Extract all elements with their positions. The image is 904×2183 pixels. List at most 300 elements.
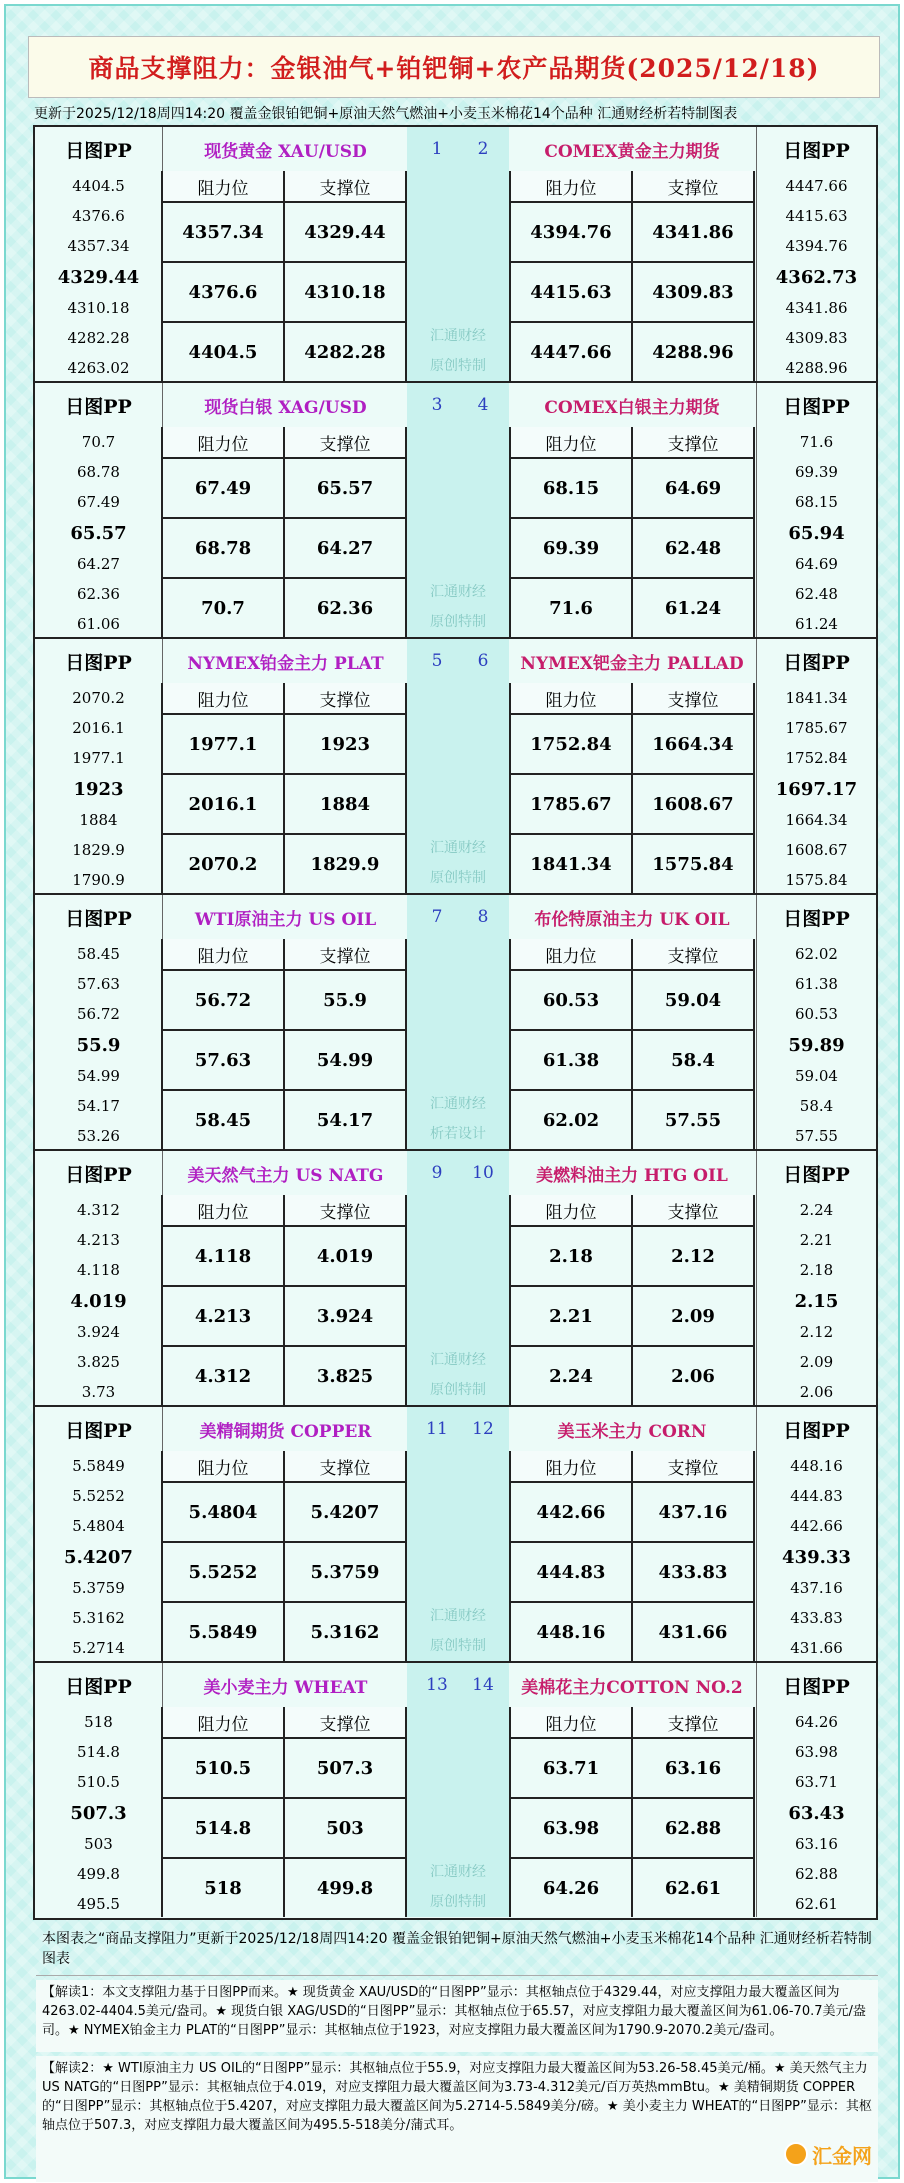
table-row [511, 773, 753, 833]
table-header-row [163, 171, 405, 201]
logo-icon [784, 2142, 808, 2166]
pp-column-left [35, 1407, 163, 1661]
support-value: 433.83 [631, 1543, 753, 1601]
table-row [163, 1345, 405, 1405]
table-row [511, 1481, 753, 1541]
commodity-section [35, 1151, 876, 1407]
table-row [511, 969, 753, 1029]
pp-value: 1575.84 [785, 871, 848, 889]
pp-value: 62.61 [795, 1895, 838, 1913]
resistance-header: 阻力位 [163, 1195, 283, 1225]
instrument-number-left: 11 [426, 1419, 448, 1439]
pp-value: 62.48 [795, 585, 838, 603]
pp-value: 1829.9 [72, 841, 125, 859]
table-row [163, 969, 405, 1029]
instrument-number-right: 2 [477, 139, 489, 159]
table-row [511, 517, 753, 577]
interpretation-1: 【解读1：本文支撑阻力基于日图PP而来。★ 现货黄金 XAU/USD的“日图PP”显示：其枢轴点位于4329.44，对应支撑阻力最大覆盖区间为4263.02-4404.5美元/盎司。★ 现货白银 XAG/USD的“日图PP”显示：其枢轴点位于65.57，对应支撑阻力最大覆盖区间为61.06-70.7美元/盎司。★ NYMEX铂金主力 PLAT的“日图PP”显示：其枢轴点位于1923，对应支撑阻力最大覆盖区间为1790.9-2070.2美元/盎司。 [36, 1980, 878, 2052]
watermark-line-2: 原创特制 [430, 870, 486, 886]
pp-value: 518 [84, 1713, 113, 1731]
pivot-value: 1923 [73, 778, 124, 800]
resistance-value: 2.24 [511, 1347, 631, 1405]
pivot-value: 4.019 [70, 1290, 127, 1312]
resistance-value: 4415.63 [511, 263, 631, 321]
table-header-row [511, 939, 753, 969]
pp-value: 61.24 [795, 615, 838, 633]
support-header: 支撑位 [283, 683, 405, 713]
resistance-value: 510.5 [163, 1739, 283, 1797]
pp-value: 4394.76 [785, 237, 848, 255]
watermark-line-2: 原创特制 [430, 1894, 486, 1910]
table-row [163, 457, 405, 517]
resistance-value: 67.49 [163, 459, 283, 517]
support-header: 支撑位 [283, 427, 405, 457]
levels-table-right [509, 1707, 755, 1917]
pp-value: 63.71 [795, 1773, 838, 1791]
pp-value: 437.16 [790, 1579, 843, 1597]
page-title: 商品支撑阻力：金银油气+铂钯铜+农产品期货(2025/12/18) [88, 54, 820, 83]
resistance-value: 56.72 [163, 971, 283, 1029]
pp-value: 63.16 [795, 1835, 838, 1853]
resistance-value: 4376.6 [163, 263, 283, 321]
pivot-value: 439.33 [782, 1546, 851, 1568]
instrument-number-right: 8 [477, 907, 489, 927]
table-row [163, 1797, 405, 1857]
support-value: 5.4207 [283, 1483, 405, 1541]
levels-table-left [161, 1451, 407, 1661]
table-row [511, 321, 753, 381]
instrument-name-left: WTI原油主力 US OIL [194, 909, 377, 930]
resistance-value: 4394.76 [511, 203, 631, 261]
pp-value: 63.98 [795, 1743, 838, 1761]
support-value: 64.27 [283, 519, 405, 577]
pp-header: 日图PP [783, 395, 850, 418]
support-value: 5.3759 [283, 1543, 405, 1601]
support-value: 62.36 [283, 579, 405, 637]
support-value: 58.4 [631, 1031, 753, 1089]
pivot-value: 63.43 [788, 1802, 845, 1824]
pp-value: 431.66 [790, 1639, 843, 1657]
pp-column-right [756, 895, 876, 1149]
commodity-section [35, 383, 876, 639]
pp-value: 4282.28 [67, 329, 130, 347]
levels-table-right [509, 1195, 755, 1405]
resistance-value: 2.18 [511, 1227, 631, 1285]
pp-value: 2.18 [799, 1261, 834, 1279]
instrument-name-right: 美玉米主力 CORN [557, 1421, 707, 1442]
support-value: 1884 [283, 775, 405, 833]
resistance-header: 阻力位 [511, 1195, 631, 1225]
pp-value: 510.5 [77, 1773, 120, 1791]
levels-table-right [509, 1451, 755, 1661]
instrument-number-left: 5 [431, 651, 443, 671]
resistance-header: 阻力位 [163, 683, 283, 713]
watermark-line-1: 汇通财经 [430, 328, 486, 344]
table-row [511, 1857, 753, 1917]
table-row [511, 713, 753, 773]
instrument-number-right: 12 [472, 1419, 494, 1439]
resistance-header: 阻力位 [511, 683, 631, 713]
resistance-value: 444.83 [511, 1543, 631, 1601]
pp-value: 61.06 [77, 615, 120, 633]
pp-value: 58.45 [77, 945, 120, 963]
table-row [511, 261, 753, 321]
support-value: 499.8 [283, 1859, 405, 1917]
table-header-row [511, 171, 753, 201]
table-header-row [163, 1707, 405, 1737]
levels-table-left [161, 683, 407, 893]
resistance-value: 4.312 [163, 1347, 283, 1405]
resistance-value: 68.78 [163, 519, 283, 577]
resistance-header: 阻力位 [163, 171, 283, 201]
pp-value: 5.4804 [72, 1517, 125, 1535]
pp-column-right [756, 127, 876, 381]
pp-value: 62.88 [795, 1865, 838, 1883]
pp-value: 67.49 [77, 493, 120, 511]
resistance-header: 阻力位 [163, 939, 283, 969]
support-header: 支撑位 [631, 939, 753, 969]
pp-value: 514.8 [77, 1743, 120, 1761]
pp-column-right [756, 383, 876, 637]
pp-column-left [35, 383, 163, 637]
resistance-value: 5.4804 [163, 1483, 283, 1541]
pp-value: 3.73 [81, 1383, 116, 1401]
support-value: 62.88 [631, 1799, 753, 1857]
pp-value: 503 [84, 1835, 113, 1853]
pp-value: 2016.1 [72, 719, 125, 737]
pp-value: 2.24 [799, 1201, 834, 1219]
pp-value: 59.04 [795, 1067, 838, 1085]
table-row [511, 577, 753, 637]
pp-header: 日图PP [65, 139, 132, 162]
table-row [163, 1601, 405, 1661]
support-value: 59.04 [631, 971, 753, 1029]
table-row [163, 577, 405, 637]
instrument-name-right: 美棉花主力COTTON NO.2 [521, 1677, 743, 1698]
pp-column-left [35, 895, 163, 1149]
page-subtitle: 更新于2025/12/18周四14:20 覆盖金银铂钯铜+原油天然气燃油+小麦玉米棉花14个品种 汇通财经析若特制图表 [34, 106, 738, 122]
resistance-value: 5.5849 [163, 1603, 283, 1661]
support-header: 支撑位 [631, 1195, 753, 1225]
support-value: 62.48 [631, 519, 753, 577]
support-value: 62.61 [631, 1859, 753, 1917]
table-row [163, 1737, 405, 1797]
support-value: 4341.86 [631, 203, 753, 261]
pp-value: 444.83 [790, 1487, 843, 1505]
table-row [163, 1225, 405, 1285]
pp-header: 日图PP [783, 1163, 850, 1186]
table-row [163, 773, 405, 833]
instrument-number-left: 1 [431, 139, 443, 159]
support-header: 支撑位 [631, 427, 753, 457]
pp-value: 3.924 [77, 1323, 120, 1341]
watermark-line-2: 原创特制 [430, 614, 486, 630]
resistance-value: 2070.2 [163, 835, 283, 893]
resistance-value: 57.63 [163, 1031, 283, 1089]
resistance-value: 442.66 [511, 1483, 631, 1541]
table-header-row [511, 683, 753, 713]
support-value: 507.3 [283, 1739, 405, 1797]
watermark-line-2: 原创特制 [430, 358, 486, 374]
resistance-value: 63.71 [511, 1739, 631, 1797]
instrument-number-left: 7 [431, 907, 443, 927]
pp-value: 3.825 [77, 1353, 120, 1371]
support-value: 2.12 [631, 1227, 753, 1285]
pp-value: 448.16 [790, 1457, 843, 1475]
support-value: 54.99 [283, 1031, 405, 1089]
support-value: 55.9 [283, 971, 405, 1029]
resistance-header: 阻力位 [511, 1451, 631, 1481]
levels-table-right [509, 171, 755, 381]
support-header: 支撑位 [631, 683, 753, 713]
pp-header: 日图PP [65, 1419, 132, 1442]
instrument-number-right: 14 [472, 1675, 494, 1695]
pp-value: 62.02 [795, 945, 838, 963]
pp-header: 日图PP [783, 139, 850, 162]
resistance-value: 70.7 [163, 579, 283, 637]
watermark-line-1: 汇通财经 [430, 1864, 486, 1880]
pp-value: 2070.2 [72, 689, 125, 707]
pp-value: 1664.34 [785, 811, 848, 829]
pp-value: 2.06 [799, 1383, 834, 1401]
pivot-value: 1697.17 [775, 778, 858, 800]
pp-value: 4.213 [77, 1231, 120, 1249]
table-row [163, 1089, 405, 1149]
support-value: 1608.67 [631, 775, 753, 833]
resistance-header: 阻力位 [511, 1707, 631, 1737]
pivot-value: 55.9 [76, 1034, 121, 1056]
resistance-value: 64.26 [511, 1859, 631, 1917]
support-value: 57.55 [631, 1091, 753, 1149]
support-value: 437.16 [631, 1483, 753, 1541]
pp-value: 54.17 [77, 1097, 120, 1115]
support-header: 支撑位 [283, 939, 405, 969]
support-value: 61.24 [631, 579, 753, 637]
pp-value: 64.27 [77, 555, 120, 573]
pp-column-left [35, 127, 163, 381]
watermark-line-2: 原创特制 [430, 1638, 486, 1654]
resistance-value: 1977.1 [163, 715, 283, 773]
support-value: 1829.9 [283, 835, 405, 893]
pp-header: 日图PP [65, 395, 132, 418]
support-value: 2.09 [631, 1287, 753, 1345]
pp-value: 71.6 [799, 433, 834, 451]
instrument-name-left: 美精铜期货 COPPER [199, 1421, 372, 1442]
resistance-value: 4357.34 [163, 203, 283, 261]
resistance-value: 61.38 [511, 1031, 631, 1089]
support-header: 支撑位 [283, 171, 405, 201]
support-header: 支撑位 [631, 1451, 753, 1481]
support-value: 3.825 [283, 1347, 405, 1405]
pp-value: 4404.5 [72, 177, 125, 195]
logo-text: 汇金网 [812, 2143, 872, 2168]
table-header-row [511, 1707, 753, 1737]
table-row [511, 1797, 753, 1857]
watermark-line-1: 汇通财经 [430, 840, 486, 856]
pp-value: 68.78 [77, 463, 120, 481]
resistance-header: 阻力位 [163, 1451, 283, 1481]
pp-value: 4263.02 [67, 359, 130, 377]
table-row [511, 1345, 753, 1405]
pp-value: 1785.67 [785, 719, 848, 737]
instrument-number-left: 3 [431, 395, 443, 415]
resistance-value: 2.21 [511, 1287, 631, 1345]
pp-header: 日图PP [65, 1675, 132, 1698]
pivot-value: 4329.44 [57, 266, 140, 288]
pp-value: 68.15 [795, 493, 838, 511]
pp-value: 54.99 [77, 1067, 120, 1085]
poster-frame [4, 4, 900, 2179]
site-logo[interactable] [784, 2139, 888, 2169]
instrument-number-left: 9 [431, 1163, 443, 1183]
pivot-value: 5.4207 [64, 1546, 133, 1568]
pp-value: 60.53 [795, 1005, 838, 1023]
table-row [163, 1541, 405, 1601]
support-header: 支撑位 [283, 1195, 405, 1225]
table-row [163, 1481, 405, 1541]
resistance-value: 68.15 [511, 459, 631, 517]
table-row [163, 261, 405, 321]
pp-value: 4309.83 [785, 329, 848, 347]
pp-value: 499.8 [77, 1865, 120, 1883]
pp-header: 日图PP [65, 907, 132, 930]
resistance-value: 1785.67 [511, 775, 631, 833]
pp-value: 1884 [79, 811, 118, 829]
watermark-line-1: 汇通财经 [430, 584, 486, 600]
watermark-line-2: 原创特制 [430, 1382, 486, 1398]
pp-value: 57.63 [77, 975, 120, 993]
table-row [511, 1737, 753, 1797]
pivot-value: 2.15 [794, 1290, 839, 1312]
pp-value: 1790.9 [72, 871, 125, 889]
pp-header: 日图PP [783, 1419, 850, 1442]
commodity-section [35, 639, 876, 895]
pp-value: 1752.84 [785, 749, 848, 767]
levels-table-left [161, 427, 407, 637]
resistance-value: 4.118 [163, 1227, 283, 1285]
pp-value: 442.66 [790, 1517, 843, 1535]
levels-grid [33, 125, 878, 1920]
pp-value: 58.4 [799, 1097, 834, 1115]
pp-value: 4357.34 [67, 237, 130, 255]
pp-value: 62.36 [77, 585, 120, 603]
pp-value: 1608.67 [785, 841, 848, 859]
pp-value: 69.39 [795, 463, 838, 481]
table-row [511, 201, 753, 261]
resistance-value: 1841.34 [511, 835, 631, 893]
title-box [28, 36, 880, 98]
pivot-value: 65.57 [70, 522, 127, 544]
instrument-name-right: 美燃料油主力 HTG OIL [536, 1165, 728, 1186]
pp-value: 5.3162 [72, 1609, 125, 1627]
pp-header: 日图PP [65, 1163, 132, 1186]
support-value: 65.57 [283, 459, 405, 517]
resistance-value: 2016.1 [163, 775, 283, 833]
levels-table-left [161, 171, 407, 381]
watermark-line-1: 汇通财经 [430, 1608, 486, 1624]
pp-header: 日图PP [783, 1675, 850, 1698]
support-value: 4288.96 [631, 323, 753, 381]
pp-column-left [35, 1663, 163, 1917]
support-header: 支撑位 [631, 171, 753, 201]
levels-table-right [509, 683, 755, 893]
instrument-name-left: 美天然气主力 US NATG [187, 1165, 384, 1186]
pp-column-right [756, 1663, 876, 1917]
table-row [511, 1285, 753, 1345]
resistance-value: 69.39 [511, 519, 631, 577]
support-value: 4310.18 [283, 263, 405, 321]
support-value: 1923 [283, 715, 405, 773]
pp-value: 495.5 [77, 1895, 120, 1913]
table-header-row [511, 1451, 753, 1481]
table-row [511, 1029, 753, 1089]
pivot-value: 59.89 [788, 1034, 845, 1056]
pp-value: 5.5849 [72, 1457, 125, 1475]
pp-value: 5.2714 [72, 1639, 125, 1657]
pp-value: 5.3759 [72, 1579, 125, 1597]
pp-value: 56.72 [77, 1005, 120, 1023]
pp-value: 4447.66 [785, 177, 848, 195]
resistance-value: 58.45 [163, 1091, 283, 1149]
resistance-value: 514.8 [163, 1799, 283, 1857]
interpretation-2: 【解读2：★ WTI原油主力 US OIL的“日图PP”显示：其枢轴点位于55.9，对应支撑阻力最大覆盖区间为53.26-58.45美元/桶。★ 美天然气主力 US NATG的“日图PP”显示：其枢轴点位于4.019，对应支撑阻力最大覆盖区间为3.73-4.312美元/百万英热mmBtu。★ 美精铜期货 COPPER的“日图PP”显示：其枢轴点位于5.4207，对应支撑阻力最大覆盖区间为5.2714-5.5849美分/磅。★ 美小麦主力 WHEAT的“日图PP”显示：其枢轴点位于507.3，对应支撑阻力最大覆盖区间为495.5-518美分/蒲式耳。 [36, 2056, 878, 2182]
table-row [163, 201, 405, 261]
pp-column-right [756, 1407, 876, 1661]
pp-header: 日图PP [65, 651, 132, 674]
commodity-section [35, 1407, 876, 1663]
pp-value: 1977.1 [72, 749, 125, 767]
pp-value: 433.83 [790, 1609, 843, 1627]
support-value: 4.019 [283, 1227, 405, 1285]
resistance-header: 阻力位 [511, 171, 631, 201]
watermark-line-1: 汇通财经 [430, 1352, 486, 1368]
resistance-header: 阻力位 [511, 427, 631, 457]
pp-value: 4341.86 [785, 299, 848, 317]
pp-value: 2.09 [799, 1353, 834, 1371]
pp-value: 2.12 [799, 1323, 834, 1341]
instrument-name-right: 布伦特原油主力 UK OIL [534, 909, 730, 930]
pp-value: 1841.34 [785, 689, 848, 707]
table-header-row [163, 1451, 405, 1481]
pp-value: 64.69 [795, 555, 838, 573]
update-note: 本图表之“商品支撑阻力”更新于2025/12/18周四14:20 覆盖金银铂钯铜+原油天然气燃油+小麦玉米棉花14个品种 汇通财经析若特制图表 [36, 1922, 878, 1976]
support-value: 1575.84 [631, 835, 753, 893]
instrument-name-right: NYMEX钯金主力 PALLAD [520, 653, 744, 674]
support-value: 4282.28 [283, 323, 405, 381]
support-value: 2.06 [631, 1347, 753, 1405]
support-value: 5.3162 [283, 1603, 405, 1661]
pp-value: 4288.96 [785, 359, 848, 377]
instrument-name-right: COMEX白银主力期货 [544, 397, 720, 418]
instrument-name-left: 美小麦主力 WHEAT [203, 1677, 368, 1698]
pp-column-right [756, 1151, 876, 1405]
commodity-section [35, 1663, 876, 1919]
table-row [511, 833, 753, 893]
support-value: 4309.83 [631, 263, 753, 321]
support-header: 支撑位 [283, 1707, 405, 1737]
pp-value: 61.38 [795, 975, 838, 993]
levels-table-left [161, 1195, 407, 1405]
table-header-row [511, 427, 753, 457]
support-value: 64.69 [631, 459, 753, 517]
support-value: 1664.34 [631, 715, 753, 773]
table-header-row [163, 1195, 405, 1225]
table-row [163, 833, 405, 893]
pp-value: 70.7 [81, 433, 116, 451]
table-row [511, 1541, 753, 1601]
levels-table-right [509, 427, 755, 637]
levels-table-right [509, 939, 755, 1149]
